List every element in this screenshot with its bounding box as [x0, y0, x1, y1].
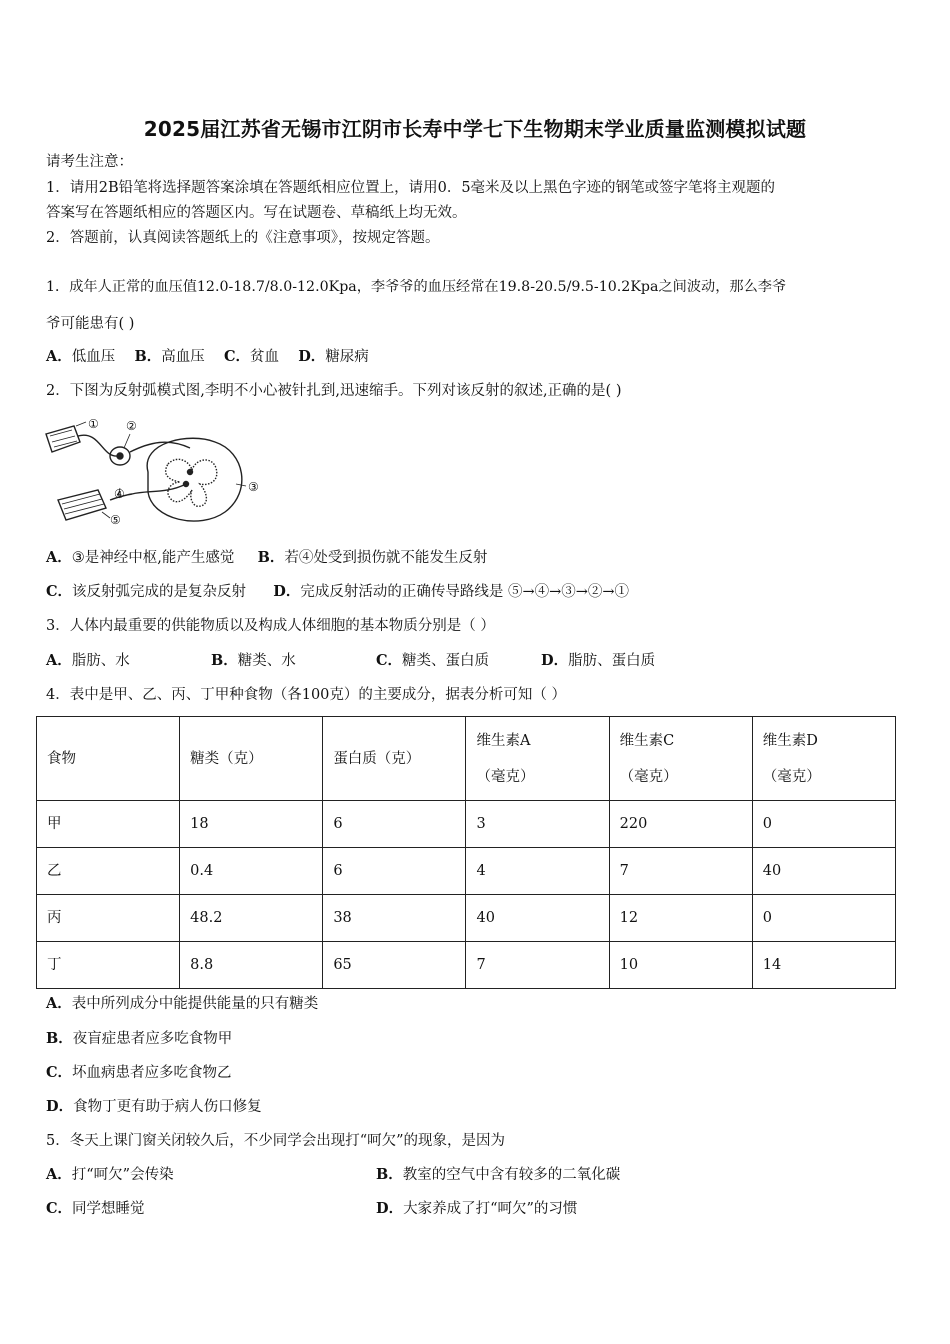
grey-matter — [166, 459, 217, 506]
table-cell: 0 — [752, 895, 895, 942]
q3-option-a — [46, 651, 130, 671]
option-text: 坏血病患者应多吃食物乙 — [72, 1065, 232, 1081]
table-header-cell: 蛋白质（克） — [323, 717, 466, 801]
option-text: 夜盲症患者应多吃食物甲 — [72, 1031, 233, 1047]
table-cell: 丙 — [37, 895, 180, 942]
option-text: 若④处受到损伤就不能发生反射 — [284, 550, 488, 566]
q4-option-a — [46, 994, 318, 1014]
q2-options-row1 — [46, 548, 487, 568]
option-text: 糖尿病 — [325, 349, 369, 365]
option-letter: B． — [46, 1030, 73, 1047]
table-row — [37, 848, 896, 895]
option-letter: D． — [273, 583, 301, 600]
option-text: 脂肪、蛋白质 — [568, 653, 656, 669]
table-header-cell: 维生素D （毫克） — [752, 717, 895, 801]
table-cell: 0 — [752, 801, 895, 848]
table-header-cell: 维生素C （毫克） — [609, 717, 752, 801]
option-text: 大家养成了打“呵欠”的习惯 — [403, 1201, 578, 1217]
option-text: 食物丁更有助于病人伤口修复 — [73, 1099, 262, 1115]
table-row — [37, 895, 896, 942]
option-letter: A． — [46, 549, 72, 566]
option-text: 脂肪、水 — [71, 653, 130, 669]
option-letter: C． — [46, 583, 73, 600]
table-row — [37, 801, 896, 848]
q4-option-c — [46, 1063, 232, 1083]
q4-option-d — [46, 1097, 262, 1117]
option-letter: D． — [298, 348, 326, 365]
spinal-cord — [147, 438, 242, 521]
option-letter: B． — [257, 549, 285, 566]
table-cell: 12 — [609, 895, 752, 942]
q3-option-d — [541, 651, 655, 671]
table-cell: 6 — [323, 848, 466, 895]
option-letter: C． — [46, 1200, 73, 1217]
table-cell: 40 — [752, 848, 895, 895]
table-header-row — [37, 717, 896, 801]
nutrition-table — [36, 716, 896, 989]
label-4: ④ — [114, 487, 125, 501]
table-cell: 4 — [466, 848, 609, 895]
table-cell: 48.2 — [180, 895, 323, 942]
option-text: 低血压 — [71, 349, 116, 365]
table-header-cell: 糖类（克） — [180, 717, 323, 801]
option-letter: A． — [46, 652, 72, 669]
table-header-cell: 维生素A （毫克） — [466, 717, 609, 801]
q1-stem: 1．成年人正常的血压值12.0-18.7/8.0-12.0Kpa，李爷爷的血压经常在19.8-20.5/9.5-10.2Kpa之间波动，那么李爷 — [46, 279, 787, 295]
option-text: ③是神经中枢,能产生感觉 — [71, 550, 235, 566]
reflex-arc-diagram — [40, 412, 270, 532]
option-letter: A． — [46, 1166, 72, 1183]
option-letter: A． — [46, 348, 72, 365]
table-cell: 65 — [323, 942, 466, 989]
label-2: ② — [126, 419, 137, 433]
q5-option-a — [46, 1165, 174, 1185]
table-cell: 甲 — [37, 801, 180, 848]
notice-line: 答案写在答题纸相应的答题区内。写在试题卷、草稿纸上均无效。 — [46, 205, 467, 221]
option-text: 糖类、水 — [237, 653, 296, 669]
option-text: 同学想睡觉 — [72, 1201, 145, 1217]
table-cell: 38 — [323, 895, 466, 942]
notice-heading: 请考生注意： — [46, 154, 133, 170]
label-1: ① — [88, 417, 99, 431]
q5-option-b — [376, 1165, 620, 1185]
q3-option-b — [211, 651, 296, 671]
option-letter: C． — [376, 652, 403, 669]
q4-stem: 4．表中是甲、乙、丙、丁甲种食物（各100克）的主要成分，据表分析可知（ ） — [46, 687, 567, 703]
table-cell: 8.8 — [180, 942, 323, 989]
table-header-cell: 食物 — [37, 717, 180, 801]
exam-title: 2025届江苏省无锡市江阴市长寿中学七下生物期末学业质量监测模拟试题 — [143, 117, 807, 141]
q3-option-c — [376, 651, 489, 671]
label-3: ③ — [248, 480, 259, 494]
option-text: 表中所列成分中能提供能量的只有糖类 — [71, 996, 319, 1012]
q5-option-c — [46, 1199, 145, 1219]
table-cell: 10 — [609, 942, 752, 989]
table-cell: 7 — [466, 942, 609, 989]
q1-stem-cont: 爷可能患有( ) — [46, 316, 135, 332]
q5-option-d — [376, 1199, 577, 1219]
q3-stem: 3．人体内最重要的供能物质以及构成人体细胞的基本物质分别是（ ） — [46, 618, 495, 634]
table-cell: 40 — [466, 895, 609, 942]
table-row — [37, 942, 896, 989]
option-letter: A． — [46, 995, 72, 1012]
q4-option-b — [46, 1029, 232, 1049]
notice-line: 2．答题前，认真阅读答题纸上的《注意事项》，按规定答题。 — [46, 230, 440, 246]
q5-stem: 5．冬天上课门窗关闭较久后，不少同学会出现打“呵欠”的现象，是因为 — [46, 1133, 506, 1149]
option-letter: D． — [46, 1098, 74, 1115]
option-letter: B． — [134, 348, 162, 365]
q1-options — [46, 347, 369, 367]
table-cell: 18 — [180, 801, 323, 848]
option-text: 打“呵欠”会传染 — [71, 1167, 174, 1183]
option-text: 该反射弧完成的是复杂反射 — [72, 584, 247, 600]
notice-line: 1．请用2B铅笔将选择题答案涂填在答题纸相应位置上，请用0．5毫米及以上黑色字迹的钢笔或签字笔将主观题的 — [46, 180, 776, 196]
option-letter: D． — [376, 1200, 404, 1217]
option-letter: C． — [46, 1064, 73, 1081]
table-cell: 丁 — [37, 942, 180, 989]
table-cell: 3 — [466, 801, 609, 848]
option-text: 糖类、蛋白质 — [402, 653, 490, 669]
q2-options-row2 — [46, 582, 629, 602]
table-cell: 14 — [752, 942, 895, 989]
sensory-nerve — [78, 435, 118, 456]
option-text: 贫血 — [250, 349, 280, 365]
q2-stem: 2．下图为反射弧模式图,李明不小心被针扎到,迅速缩手。下列对该反射的叙述,正确的是( ) — [46, 383, 622, 399]
table-cell: 乙 — [37, 848, 180, 895]
table-cell: 6 — [323, 801, 466, 848]
option-letter: C． — [223, 348, 251, 365]
table-cell: 220 — [609, 801, 752, 848]
option-text: 高血压 — [161, 349, 205, 365]
option-letter: D． — [541, 652, 569, 669]
label-5: ⑤ — [110, 513, 121, 527]
option-text: 完成反射活动的正确传导路线是 ⑤→④→③→②→① — [300, 584, 630, 600]
table-cell: 0.4 — [180, 848, 323, 895]
option-text: 教室的空气中含有较多的二氧化碳 — [402, 1167, 621, 1183]
option-letter: B． — [211, 652, 238, 669]
table-cell: 7 — [609, 848, 752, 895]
option-letter: B． — [376, 1166, 403, 1183]
